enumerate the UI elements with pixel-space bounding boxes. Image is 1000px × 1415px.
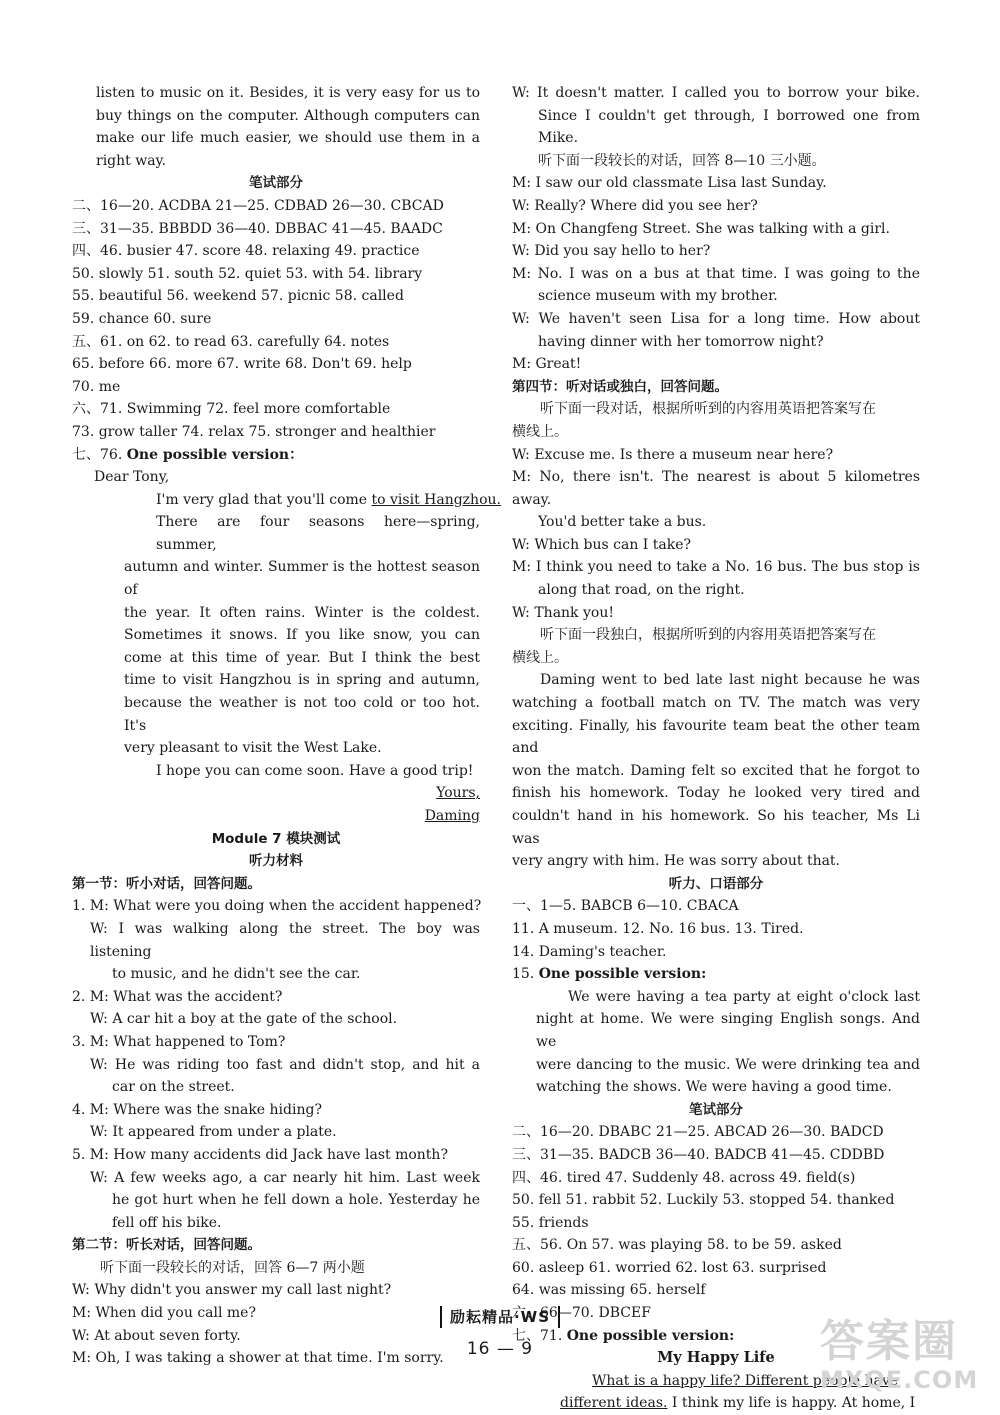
underlined-text: What is a happy life? Different people have bbox=[592, 1372, 899, 1389]
letter-line: time to visit Hangzhou is in spring and autumn, bbox=[124, 672, 480, 689]
letter-closing bbox=[72, 782, 480, 805]
letter-line: very pleasant to visit the West Lake. bbox=[124, 740, 382, 757]
underlined-text: Daming bbox=[424, 808, 480, 824]
page-footer bbox=[410, 1306, 590, 1360]
brand-logo: 励耘精品·WS bbox=[440, 1306, 560, 1328]
page-number: 16 — 9 bbox=[466, 1338, 534, 1359]
text-line: listen to music on it. Besides, it is very easy for us to bbox=[96, 85, 480, 101]
dialogue-line: W: A car hit a boy at the gate of the school. bbox=[90, 1011, 398, 1028]
instruction-line: 横线上。 bbox=[512, 649, 568, 666]
answer-line: 五、61. on 62. to read 63. carefully 64. notes bbox=[72, 333, 390, 350]
version-line: We were having a tea party at eight o'clock last bbox=[568, 988, 920, 1005]
answer-number: 15. bbox=[512, 966, 539, 983]
dialogue-line: M: No, there isn't. The nearest is about 5 kilometres away. bbox=[512, 469, 920, 508]
section-heading: 笔试部分 bbox=[689, 1101, 743, 1118]
dialogue-line: M: Oh, I was taking a shower at that time. I'm sorry. bbox=[72, 1350, 444, 1367]
dialogue-line: science museum with my brother. bbox=[538, 288, 778, 305]
monologue-line: couldn't hand in his homework. So his teacher, Ms Li was bbox=[512, 808, 920, 847]
answer-line: 55. friends bbox=[512, 1214, 589, 1231]
dialogue-line: W: Excuse me. Is there a museum near here? bbox=[512, 446, 834, 463]
answer-line: 二、16—20. DBABC 21—25. ABCAD 26—30. BADCD bbox=[512, 1124, 884, 1141]
part-heading: 第四节：听对话或独白，回答问题。 bbox=[512, 378, 728, 395]
dialogue-line: along that road, on the right. bbox=[538, 582, 745, 599]
answer-line: 50. slowly 51. south 52. quiet 53. with 54. library bbox=[72, 265, 423, 282]
underlined-text: Yours, bbox=[436, 785, 480, 802]
text-line: right way. bbox=[96, 152, 167, 169]
section-heading: 听力材料 bbox=[249, 853, 303, 870]
answer-line: 60. asleep 61. worried 62. lost 63. surprised bbox=[512, 1259, 827, 1276]
monologue-line: watching a football match on TV. The match was very bbox=[512, 695, 920, 712]
version-line: watching the shows. We were having a good time. bbox=[536, 1079, 892, 1096]
possible-version-label: One possible version: bbox=[566, 1327, 735, 1344]
dialogue-line: M: No. I was on a bus at that time. I was going to the bbox=[512, 265, 920, 282]
monologue-line: exciting. Finally, his favourite team beat the other team and bbox=[512, 717, 920, 757]
module-title: Module 7 模块测试 bbox=[211, 830, 341, 847]
letter-line: come at this time of year. But I think the best bbox=[124, 649, 480, 666]
instruction-line: 横线上。 bbox=[512, 423, 568, 440]
answer-line: 50. fell 51. rabbit 52. Luckily 53. stopped 54. thanked bbox=[512, 1192, 895, 1209]
part-heading: 第一节：听小对话，回答问题。 bbox=[72, 875, 261, 892]
essay-text: I think my life is happy. At home, I bbox=[667, 1395, 916, 1412]
monologue-line: Daming went to bed late last night because he was bbox=[540, 672, 920, 689]
version-line: night at home. We were singing English songs. And we bbox=[536, 1011, 920, 1050]
dialogue-line: 5. M: How many accidents did Jack have last month? bbox=[72, 1146, 448, 1163]
answer-line bbox=[72, 444, 480, 467]
answer-line: 六、66—70. DBCEF bbox=[512, 1305, 651, 1322]
dialogue-line: W: A few weeks ago, a car nearly hit him. Last week bbox=[90, 1169, 480, 1186]
dialogue-line: W: Did you say hello to her? bbox=[512, 243, 711, 260]
dialogue-line: W: At about seven forty. bbox=[72, 1327, 241, 1344]
letter-line: because the weather is not too cold or too hot. It's bbox=[124, 695, 480, 734]
dialogue-line: car on the street. bbox=[112, 1079, 235, 1096]
dialogue-line: 3. M: What happened to Tom? bbox=[72, 1033, 286, 1050]
dialogue-line: W: We haven't seen Lisa for a long time. How about bbox=[512, 310, 920, 327]
letter-text: I'm very glad that you'll come bbox=[156, 491, 372, 508]
watermark-url: MXQE.COM bbox=[820, 1366, 979, 1394]
instruction-line: 听下面一段对话，根据所听到的内容用英语把答案写在 bbox=[540, 401, 876, 418]
monologue-line: very angry with him. He was sorry about that. bbox=[512, 853, 841, 870]
letter-line: the year. It often rains. Winter is the coldest. bbox=[124, 604, 480, 621]
dialogue-line: W: Why didn't you answer my call last night? bbox=[72, 1282, 392, 1299]
essay-title: My Happy Life bbox=[657, 1349, 775, 1367]
dialogue-line: fell off his bike. bbox=[112, 1214, 222, 1231]
dialogue-line: W: Really? Where did you see her? bbox=[512, 197, 758, 214]
letter-greeting: Dear Tony, bbox=[94, 469, 170, 486]
dialogue-line: W: I was walking along the street. The boy was listening bbox=[90, 920, 480, 960]
letter-line: Sometimes it snows. If you like snow, you can bbox=[124, 627, 480, 644]
dialogue-line: 2. M: What was the accident? bbox=[72, 988, 283, 1005]
underlined-text: to visit Hangzhou. bbox=[371, 491, 501, 508]
dialogue-line: to music, and he didn't see the car. bbox=[112, 966, 361, 983]
answer-line: 四、46. tired 47. Suddenly 48. across 49. field(s) bbox=[512, 1169, 856, 1186]
text-line: buy things on the computer. Although computers can bbox=[96, 107, 480, 124]
section-heading: 听力、口语部分 bbox=[668, 875, 764, 892]
dialogue-line: M: Great! bbox=[512, 356, 582, 373]
monologue-line: won the match. Daming felt so excited that he forgot to bbox=[512, 762, 920, 779]
dialogue-line: having dinner with her tomorrow night? bbox=[538, 333, 824, 350]
answer-line: 59. chance 60. sure bbox=[72, 310, 212, 327]
answer-number: 七、76. bbox=[72, 446, 127, 463]
dialogue-line: W: He was riding too fast and didn't stop, and hit a bbox=[90, 1056, 480, 1073]
possible-version-label: One possible version： bbox=[126, 446, 304, 463]
dialogue-line: W: Thank you! bbox=[512, 604, 614, 621]
answer-line: 55. beautiful 56. weekend 57. picnic 58. called bbox=[72, 288, 404, 305]
underlined-text: different ideas. bbox=[560, 1395, 668, 1412]
answer-line: 64. was missing 65. herself bbox=[512, 1282, 706, 1299]
answer-line: 73. grow taller 74. relax 75. stronger and healthier bbox=[72, 423, 436, 440]
instruction-line: 听下面一段较长的对话，回答 6—7 两小题 bbox=[100, 1259, 365, 1276]
dialogue-line: 1. M: What were you doing when the accident happened? bbox=[72, 898, 482, 915]
answer-line: 五、56. On 57. was playing 58. to be 59. asked bbox=[512, 1237, 842, 1254]
answer-line: 14. Daming's teacher. bbox=[512, 943, 667, 960]
letter-signature bbox=[72, 805, 480, 828]
dialogue-line: W: It doesn't matter. I called you to borrow your bike. bbox=[512, 85, 920, 101]
instruction-line: 听下面一段独白，根据所听到的内容用英语把答案写在 bbox=[540, 627, 876, 644]
letter-line: I hope you can come soon. Have a good trip! bbox=[156, 762, 474, 779]
version-line: were dancing to the music. We were drinking tea and bbox=[536, 1056, 920, 1073]
answer-line: 65. before 66. more 67. write 68. Don't 69. help bbox=[72, 356, 412, 373]
letter-line: There are four seasons here—spring, summer, bbox=[156, 514, 480, 553]
dialogue-line: M: On Changfeng Street. She was talking with a girl. bbox=[512, 220, 890, 237]
dialogue-line: M: When did you call me? bbox=[72, 1305, 256, 1322]
letter-line: autumn and winter. Summer is the hottest season of bbox=[124, 559, 480, 599]
part-heading: 第二节：听长对话，回答问题。 bbox=[72, 1237, 261, 1254]
monologue-line: finish his homework. Today he looked very tired and bbox=[512, 785, 920, 802]
answer-line: 四、46. busier 47. score 48. relaxing 49. practice bbox=[72, 243, 420, 260]
watermark bbox=[820, 1318, 996, 1402]
dialogue-line: W: Which bus can I take? bbox=[512, 536, 692, 553]
answer-line: 11. A museum. 12. No. 16 bus. 13. Tired. bbox=[512, 920, 804, 937]
answer-number: 七、71. bbox=[512, 1327, 567, 1344]
right-column bbox=[512, 82, 920, 1415]
answer-line: 六、71. Swimming 72. feel more comfortable bbox=[72, 401, 391, 418]
dialogue-line: he got hurt when he fell down a hole. Yesterday he bbox=[112, 1192, 480, 1209]
dialogue-line: M: I think you need to take a No. 16 bus. The bus stop is bbox=[512, 559, 920, 576]
watermark-logo: 答案圈 bbox=[820, 1316, 958, 1367]
answer-line: 一、1—5. BABCB 6—10. CBACA bbox=[512, 898, 739, 915]
answer-line: 70. me bbox=[72, 378, 121, 395]
dialogue-line: M: I saw our old classmate Lisa last Sunday. bbox=[512, 175, 827, 192]
answer-line: 三、31—35. BBBDD 36—40. DBBAC 41—45. BAADC bbox=[72, 220, 443, 237]
answer-line: 二、16—20. ACDBA 21—25. CDBAD 26—30. CBCAD bbox=[72, 197, 444, 214]
letter-line bbox=[72, 489, 501, 512]
dialogue-line: 4. M: Where was the snake hiding? bbox=[72, 1101, 322, 1118]
dialogue-line: You'd better take a bus. bbox=[538, 514, 707, 531]
possible-version-label: One possible version: bbox=[538, 966, 707, 983]
answer-line: 三、31—35. BADCB 36—40. BADCB 41—45. CDDBD bbox=[512, 1146, 885, 1163]
text-line: make our life much easier, we should use them in a bbox=[96, 130, 480, 147]
section-heading: 笔试部分 bbox=[249, 175, 303, 192]
dialogue-line: W: It appeared from under a plate. bbox=[90, 1124, 337, 1141]
answer-line bbox=[512, 963, 920, 986]
instruction-line: 听下面一段较长的对话，回答 8—10 三小题。 bbox=[538, 152, 826, 169]
dialogue-line: Since I couldn't get through, I borrowed one from Mike. bbox=[538, 107, 920, 147]
